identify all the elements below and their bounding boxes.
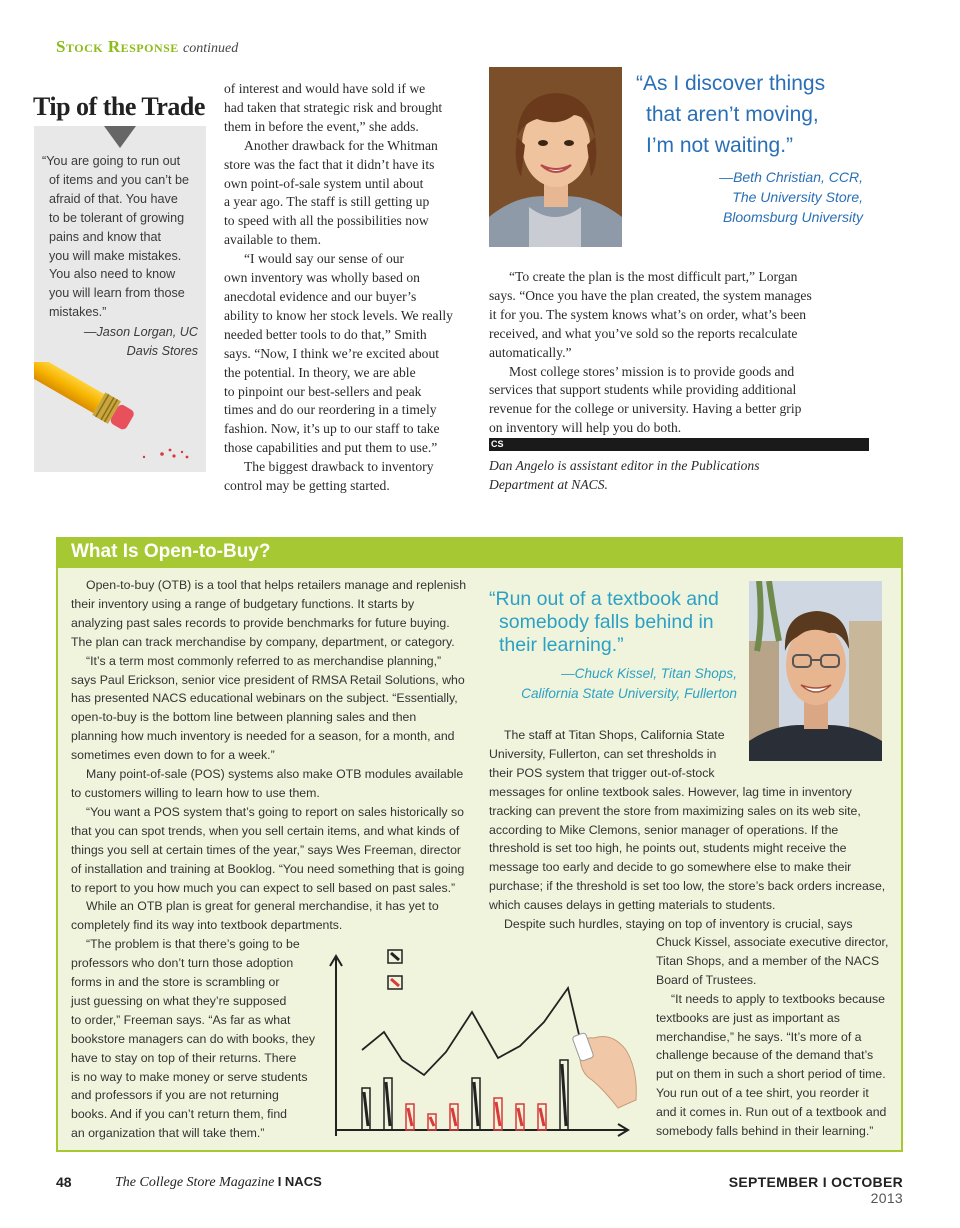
sidebar-title: What Is Open-to-Buy?	[71, 541, 271, 562]
sidebar-line: just guessing on what they’re supposed	[71, 993, 287, 1008]
article-line: available to them.	[224, 232, 322, 248]
sidebar-line: forms in and the store is scrambling or	[71, 975, 280, 990]
article-line: times and do our reordering in a timely	[224, 402, 437, 418]
tip-quote-line: of items and you can’t be	[49, 172, 190, 187]
sidebar-line: Titan Shops, and a member of the NACS	[656, 953, 880, 968]
pull-quote-chuck-attribution	[495, 664, 737, 704]
sidebar-line: according to Mike Clemons, senior manager of operations. If the	[489, 822, 839, 837]
sidebar-line: Open-to-buy (OTB) is a tool that helps retailers manage and replenish	[86, 578, 467, 592]
article-line: had taken that strategic risk and brought	[224, 99, 443, 115]
end-mark-badge: CS	[489, 438, 869, 451]
article-line: on inventory will help you do both.	[489, 420, 682, 436]
tip-quote-line: you will make mistakes.	[49, 248, 182, 263]
article-line: fashion. Now, it’s up to our staff to take	[224, 421, 440, 437]
hand-drawn-chart-illustration	[322, 940, 644, 1142]
sidebar-line: Board of Trustees.	[656, 972, 757, 987]
pull-quote-beth	[636, 68, 825, 161]
article-line: ability to know her stock levels. We really	[224, 307, 453, 323]
tip-attribution-line: Davis Stores	[126, 343, 198, 358]
issue-year: 2013	[870, 1190, 903, 1206]
article-line: the potential. In theory, we are able	[224, 364, 416, 380]
pull-quote-line: “Run out of a textbook and	[489, 588, 719, 610]
sidebar-line: Chuck Kissel, associate executive director,	[656, 935, 889, 949]
running-head-continued: continued	[183, 41, 239, 56]
chuck-kissel-photo	[749, 581, 882, 761]
sidebar-line: put on them in such a short period of time.	[656, 1067, 886, 1082]
article-line: store was the fact that it didn’t have its	[224, 156, 435, 172]
article-line: Most college stores’ mission is to provide goods and	[509, 363, 795, 379]
article-line: those capabilities and put them to use.”	[224, 440, 438, 456]
sidebar-line: “The problem is that there’s going to be	[86, 937, 300, 952]
article-line: says. “Now, I think we’re excited about	[224, 345, 440, 361]
article-line: own inventory was wholly based on	[224, 270, 420, 286]
sidebar-line: “It’s a term most commonly referred to as merchandise planning,”	[86, 653, 442, 668]
sidebar-line: message too early and decide to go somewhere else to make their	[489, 860, 852, 875]
sidebar-line: “It needs to apply to textbooks because	[671, 991, 885, 1006]
article-line: to pinpoint our best-sellers and peak	[224, 383, 422, 399]
sidebar-line: which causes delays in getting materials to students.	[489, 898, 776, 913]
byline	[489, 457, 760, 495]
pencil-illustration	[34, 362, 206, 472]
sidebar-line: Despite such hurdles, staying on top of inventory is crucial, says	[504, 917, 853, 932]
tip-quote-line: pains and know that	[49, 229, 162, 244]
article-line: them in before the event,” she adds.	[224, 118, 419, 134]
article-line: “I would say our sense of our	[244, 251, 405, 267]
sidebar-line: their POS system that trigger out-of-stock	[489, 765, 715, 780]
sidebar-line: somebody falls behind in their learning.”	[656, 1124, 874, 1139]
sidebar-line: their inventory using a range of budgetary functions. It starts by	[71, 596, 415, 611]
sidebar-line: The plan can track merchandise by company, department, or category.	[71, 634, 455, 649]
tip-quote-line: “You are going to run out	[42, 154, 181, 168]
sidebar-line: to order,” Freeman says. “As far as what	[71, 1012, 291, 1027]
sidebar-line: bookstore managers can do with books, they	[71, 1031, 316, 1046]
running-head-title: Stock Response	[56, 37, 179, 56]
sidebar-line: The staff at Titan Shops, California State	[504, 728, 725, 742]
sidebar-line: textbooks are just as important as	[656, 1010, 840, 1025]
article-line: needed better tools to do that,” Smith	[224, 326, 427, 342]
magazine-name	[115, 1174, 322, 1191]
sidebar-right-bottom-column	[656, 933, 896, 1141]
tip-quote-line: afraid of that. You have	[49, 191, 178, 206]
sidebar-line: is no way to make money or serve students	[71, 1069, 308, 1084]
article-line: The biggest drawback to inventory	[244, 459, 434, 475]
sidebar-line: and it comes in. Run out of a textbook and	[656, 1105, 887, 1120]
article-line: control may be getting started.	[224, 478, 390, 494]
attribution-line: —Beth Christian, CCR,	[719, 169, 863, 185]
tip-quote-line: mistakes.”	[49, 305, 107, 320]
sidebar-line: professors who don’t turn those adoption	[71, 956, 294, 971]
attribution-line: California State University, Fullerton	[521, 686, 737, 701]
sidebar-line: University, Fullerton, can set thresholds in	[489, 746, 717, 761]
sidebar-line: planning how much inventory is needed for a season, for a month, and	[71, 729, 455, 744]
sidebar-line: things you sell at certain times of the year,” says Wes Freeman, director	[71, 842, 462, 857]
tip-quote	[42, 152, 202, 322]
article-line: to speed with all the possibilities now	[224, 213, 429, 229]
org-name: NACS	[284, 1174, 322, 1189]
tip-attribution	[40, 323, 198, 361]
article-line: anecdotal evidence and our buyer’s	[224, 288, 417, 304]
article-line: “To create the plan is the most difficult part,” Lorgan	[509, 269, 798, 284]
sidebar-line: to customers willing to learn how to use them.	[71, 785, 320, 800]
article-line: received, and what you’ve sold so the reports recalculate	[489, 325, 798, 341]
attribution-line: Bloomsburg University	[722, 209, 863, 225]
tip-quote-line: You also need to know	[49, 267, 176, 282]
pull-quote-line: that aren’t moving,	[646, 103, 819, 126]
sidebar-line: While an OTB plan is great for general merchandise, it has yet to	[86, 899, 439, 914]
magazine-title: The College Store Magazine	[115, 1175, 275, 1190]
article-line: Another drawback for the Whitman	[244, 137, 438, 153]
issue-date	[695, 1174, 903, 1206]
article-middle-column	[224, 80, 474, 496]
pull-quote-line: I’m not waiting.”	[646, 134, 794, 157]
article-line: says. “Once you have the plan created, the system manages	[489, 287, 812, 303]
sidebar-line: to report to you how much you can expect to sell based on past sales.”	[71, 880, 456, 895]
pull-quote-chuck	[489, 588, 719, 657]
sidebar-line: threshold is set too high, he points out, students might receive the	[489, 841, 847, 856]
tip-arrow-icon	[104, 126, 136, 148]
sidebar-line: have to stay on top of their returns. There	[71, 1050, 297, 1065]
sidebar-line: tracking can prevent the store from maximizing sales on its web site,	[489, 803, 861, 818]
sidebar-line: Many point-of-sale (POS) systems also make OTB modules available	[86, 767, 464, 782]
sidebar-line: books. And if you can’t return them, find	[71, 1107, 287, 1122]
issue-month-2: OCTOBER	[831, 1174, 903, 1190]
sidebar-line: has presented NACS educational webinars on the subject. “Essentially,	[71, 691, 458, 706]
issue-month: SEPTEMBER	[728, 1174, 819, 1190]
sidebar-line: “You want a POS system that’s going to report on sales historically so	[86, 804, 464, 819]
sidebar-line: analyzing past sales records to provide benchmarks for future buying.	[71, 615, 450, 630]
article-line: revenue for the college or university. Having a better grip	[489, 401, 802, 417]
sidebar-line: You run out of a tee shirt, you reorder it	[656, 1086, 869, 1101]
article-line: automatically.”	[489, 344, 572, 360]
sidebar-line: messages for online textbook sales. However, lag time in inventory	[489, 784, 852, 799]
byline-line: Dan Angelo is assistant editor in the Publications	[489, 458, 760, 473]
attribution-line: —Chuck Kissel, Titan Shops,	[561, 666, 737, 681]
article-line: own point-of-sale system until about	[224, 175, 424, 191]
sidebar-line: an organization that will take them.”	[71, 1126, 265, 1141]
tip-quote-line: to be tolerant of growing	[49, 210, 185, 225]
tip-attribution-line: —Jason Lorgan, UC	[83, 325, 198, 339]
pull-quote-beth-attribution	[650, 167, 863, 227]
article-line: of interest and would have sold if we	[224, 81, 426, 96]
page-number: 48	[56, 1174, 72, 1190]
sidebar-line: that you can spot trends, when you sell certain items, and what kinds of	[71, 823, 460, 838]
sidebar-line: sometimes even down to for a week.”	[71, 748, 275, 763]
article-line: services that support students while providing additional	[489, 382, 797, 398]
beth-christian-photo	[489, 67, 622, 247]
sidebar-line: open-to-buy is the bottom line between planning sales and then	[71, 710, 417, 725]
issue-separator: I	[822, 1174, 827, 1190]
sidebar-line: purchase; if the threshold is set too low, the store’s back orders increase,	[489, 879, 886, 894]
attribution-line: The University Store,	[732, 189, 863, 205]
sidebar-line: completely find its way into textbook departments.	[71, 918, 343, 933]
sidebar-line: says Paul Erickson, senior vice president of RMSA Retail Solutions, who	[71, 672, 465, 687]
footer-separator: I	[277, 1174, 282, 1189]
tip-quote-line: you will learn from those	[49, 286, 185, 301]
sidebar-line: and professors if you are not returning	[71, 1088, 279, 1103]
pull-quote-line: “As I discover things	[636, 72, 826, 95]
pull-quote-line: somebody falls behind in	[499, 611, 714, 633]
byline-line: Department at NACS.	[489, 476, 608, 492]
pull-quote-line: their learning.”	[499, 634, 624, 656]
article-right-column	[489, 268, 869, 451]
sidebar-right-top-column	[489, 726, 886, 934]
sidebar-line: challenge because of the demand that’s	[656, 1048, 874, 1063]
sidebar-line: merchandise,” he says. “It’s more of a	[656, 1029, 862, 1044]
sidebar-line: of installation and training at Booklog. “You need something that is going	[71, 861, 465, 876]
article-line-last	[489, 419, 869, 451]
tip-title: Tip of the Trade	[33, 92, 205, 121]
article-line: it for you. The system knows what’s on order, what’s been	[489, 306, 807, 322]
article-line: a year ago. The staff is still getting up	[224, 194, 430, 210]
running-head	[56, 37, 238, 57]
